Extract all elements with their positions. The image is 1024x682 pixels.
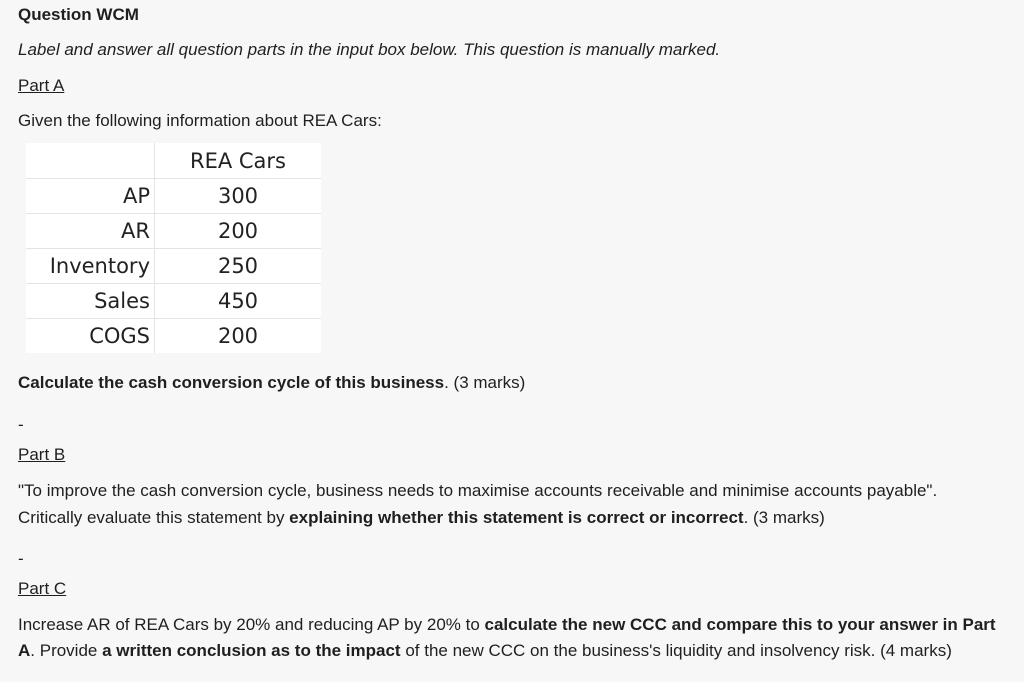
part-a-task-marks: . (3 marks) bbox=[444, 373, 526, 392]
row-value-ap: 300 bbox=[155, 179, 322, 214]
part-c-line-2-mid: . Provide bbox=[30, 641, 103, 660]
row-label-ar: AR bbox=[26, 214, 155, 249]
table-row bbox=[26, 214, 321, 249]
part-c-label: Part C bbox=[18, 579, 67, 598]
part-c-line-1-pre: Increase AR of REA Cars by 20% and reducing AP by 20% to bbox=[18, 615, 485, 634]
part-b-task bbox=[18, 507, 825, 529]
part-b-label: Part B bbox=[18, 445, 66, 464]
question-title: Question WCM bbox=[18, 5, 139, 24]
part-c-line-2 bbox=[18, 640, 952, 662]
part-c-line-2-bold-b: a written conclusion as to the impact bbox=[102, 641, 401, 660]
table-header-row bbox=[26, 143, 321, 179]
separator-dash: - bbox=[18, 415, 24, 434]
row-value-ar: 200 bbox=[155, 214, 322, 249]
row-label-ap: AP bbox=[26, 179, 155, 214]
part-a-label: Part A bbox=[18, 76, 65, 95]
row-value-inventory: 250 bbox=[155, 249, 322, 284]
part-a-intro: Given the following information about REA Cars: bbox=[18, 111, 382, 130]
row-value-cogs: 200 bbox=[217, 324, 259, 348]
part-b-task-marks: . (3 marks) bbox=[743, 508, 825, 527]
table-row bbox=[26, 249, 321, 284]
part-b-task-pre: Critically evaluate this statement by bbox=[18, 508, 290, 527]
row-label-cogs: COGS bbox=[26, 319, 155, 354]
row-value-sales: 450 bbox=[155, 284, 322, 319]
table-header-rea-cars: REA Cars bbox=[155, 143, 322, 179]
question-instructions: Label and answer all question parts in the input box below. This question is manually marked. bbox=[18, 40, 721, 59]
part-a-task bbox=[18, 372, 525, 394]
row-label-inventory: Inventory bbox=[26, 249, 155, 284]
part-b-quote: "To improve the cash conversion cycle, business needs to maximise accounts receivable and minimise accounts payable". bbox=[18, 481, 938, 500]
part-c-line-1 bbox=[18, 614, 996, 636]
separator-dash: - bbox=[18, 549, 24, 568]
part-c-line-2-marks: of the new CCC on the business's liquidity and insolvency risk. (4 marks) bbox=[400, 641, 952, 660]
row-label-sales: Sales bbox=[26, 284, 155, 319]
rea-cars-table bbox=[26, 143, 321, 353]
part-c-line-1-bold: calculate the new CCC and compare this to your answer in Part bbox=[484, 615, 996, 634]
part-c-line-2-bold-a: A bbox=[18, 641, 31, 660]
part-b-task-bold: explaining whether this statement is correct or incorrect bbox=[289, 508, 744, 527]
table-row bbox=[26, 179, 321, 214]
table-header-empty-cell bbox=[26, 143, 155, 179]
part-a-task-bold: Calculate the cash conversion cycle of this business bbox=[18, 373, 445, 392]
table-row bbox=[26, 319, 321, 354]
table-row bbox=[26, 284, 321, 319]
